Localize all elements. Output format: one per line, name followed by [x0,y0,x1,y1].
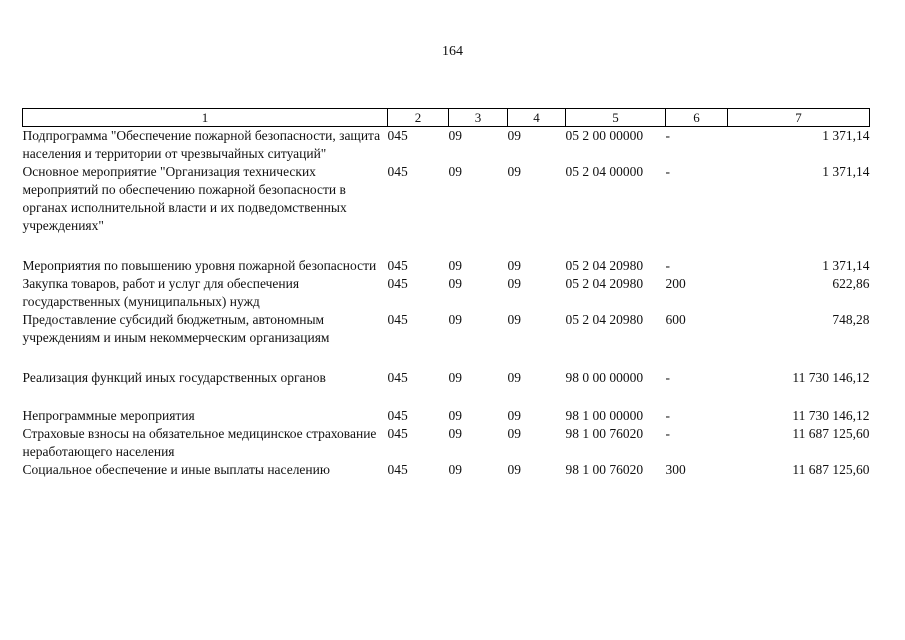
row-amount: 748,28 [832,312,870,327]
row-code-subsection: 09 [507,312,521,327]
table-row [23,425,870,461]
row-code-target: 05 2 04 00000 [565,164,644,179]
row-code-target: 05 2 04 20980 [565,258,644,273]
row-code-target: 98 1 00 76020 [565,462,644,477]
table-row [23,407,870,425]
header-col-4: 4 [508,109,566,127]
row-code-section: 09 [448,312,462,327]
row-code-section: 09 [448,462,462,477]
row-code-ministry: 045 [387,276,408,291]
row-name: Подпрограмма "Обеспечение пожарной безопасности, защита населения и территории от чрезвычайных ситуаций" [22,128,381,161]
row-code-subsection: 09 [507,128,521,143]
row-code-ministry: 045 [387,408,408,423]
row-name: Предоставление субсидий бюджетным, автономным учреждениям и иным некоммерческим организациям [22,312,330,345]
row-code-expense-type: - [665,164,670,179]
row-code-ministry: 045 [387,128,408,143]
row-code-subsection: 09 [507,426,521,441]
header-col-1: 1 [23,109,388,127]
row-code-ministry: 045 [387,258,408,273]
row-code-section: 09 [448,426,462,441]
row-code-target: 05 2 04 20980 [565,312,644,327]
row-code-target: 05 2 00 00000 [565,128,644,143]
row-code-ministry: 045 [387,462,408,477]
row-amount: 11 730 146,12 [792,408,870,423]
table-row [23,163,870,257]
row-code-section: 09 [448,128,462,143]
table-header-row [23,109,870,127]
row-code-expense-type: 200 [665,276,686,291]
header-col-5: 5 [566,109,666,127]
row-code-expense-type: - [665,128,670,143]
row-name: Мероприятия по повышению уровня пожарной безопасности [22,258,377,273]
row-code-section: 09 [448,164,462,179]
row-code-section: 09 [448,370,462,385]
row-code-target: 98 1 00 00000 [565,408,644,423]
row-code-section: 09 [448,408,462,423]
row-code-ministry: 045 [387,426,408,441]
row-amount: 11 730 146,12 [792,370,870,385]
row-amount: 1 371,14 [822,128,870,143]
row-amount: 622,86 [832,276,870,291]
header-col-6: 6 [666,109,728,127]
row-name: Непрограммные мероприятия [22,408,195,423]
row-code-expense-type: - [665,426,670,441]
row-code-section: 09 [448,276,462,291]
table-row [23,257,870,275]
header-col-7: 7 [728,109,870,127]
row-code-ministry: 045 [387,312,408,327]
table-row [23,461,870,479]
row-name: Социальное обеспечение и иные выплаты населению [22,462,330,477]
table-row [23,275,870,311]
page-number: 164 [442,44,463,59]
row-code-target: 98 0 00 00000 [565,370,644,385]
row-name: Реализация функций иных государственных органов [22,370,326,385]
row-code-ministry: 045 [387,370,408,385]
budget-table [22,108,870,479]
table-row [23,311,870,369]
header-col-2: 2 [388,109,449,127]
table-row [23,369,870,407]
row-amount: 1 371,14 [822,258,870,273]
row-code-target: 98 1 00 76020 [565,426,644,441]
row-amount: 11 687 125,60 [792,462,870,477]
row-code-ministry: 045 [387,164,408,179]
row-name: Основное мероприятие "Организация технических мероприятий по обеспечению пожарной безопасности в органах исполнительной власти и их подведомственных учреждениях" [22,164,347,233]
header-col-3: 3 [449,109,508,127]
table-row [23,127,870,164]
row-code-expense-type: - [665,258,670,273]
row-code-subsection: 09 [507,462,521,477]
row-code-expense-type: - [665,370,670,385]
row-code-subsection: 09 [507,408,521,423]
row-code-expense-type: 300 [665,462,686,477]
row-code-subsection: 09 [507,276,521,291]
row-code-target: 05 2 04 20980 [565,276,644,291]
row-code-expense-type: - [665,408,670,423]
row-code-subsection: 09 [507,164,521,179]
row-code-section: 09 [448,258,462,273]
row-amount: 11 687 125,60 [792,426,870,441]
row-code-expense-type: 600 [665,312,686,327]
row-code-subsection: 09 [507,258,521,273]
row-name: Закупка товаров, работ и услуг для обеспечения государственных (муниципальных) нужд [22,276,300,309]
row-amount: 1 371,14 [822,164,870,179]
row-name: Страховые взносы на обязательное медицинское страхование неработающего населения [22,426,377,459]
row-code-subsection: 09 [507,370,521,385]
